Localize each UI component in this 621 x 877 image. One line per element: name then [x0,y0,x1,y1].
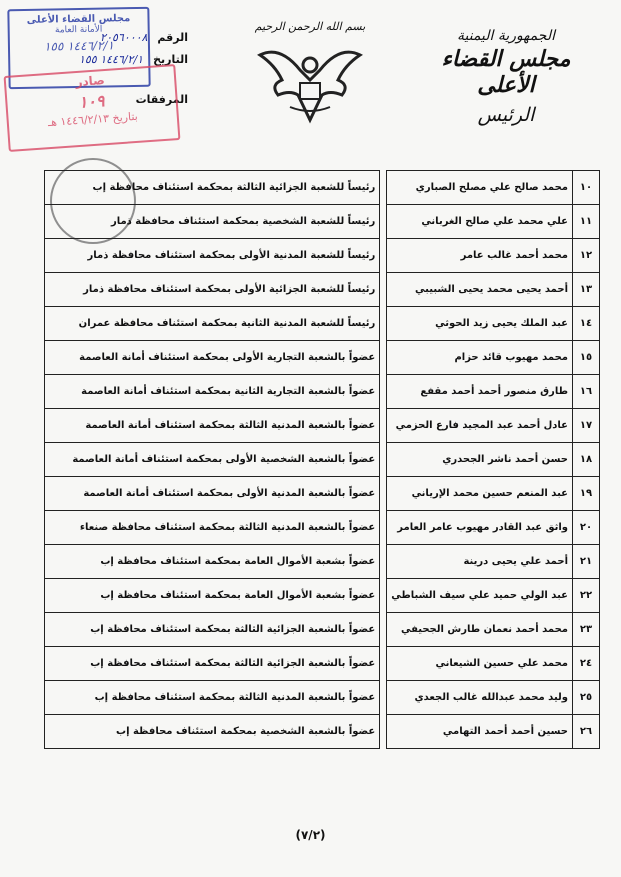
letterhead [431,28,581,126]
member-name: محمد صالح علي مصلح الصباري [387,171,573,205]
date-label: التاريخ [153,52,188,66]
column-gap [380,171,387,205]
member-name: عبد الملك يحيى زيد الحوثي [387,307,573,341]
member-position: عضواً بالشعبة الشخصية بمحكمة استئناف محافظة إب [45,715,380,749]
member-position: عضواً بالشعبة الجزائية الثالثة بمحكمة استئناف محافظة إب [45,613,380,647]
row-number: ١٨ [573,443,600,477]
column-gap [380,715,387,749]
reference-value: ٢٠٥٦٠٠٠٨ [100,30,148,44]
stamp-outgoing-date: بتاريخ ١٤٤٦/٢/١٣ هـ [47,109,139,130]
national-emblem [240,20,380,130]
member-position: عضواً بالشعبة التجارية الثانية بمحكمة استئناف أمانة العاصمة [45,375,380,409]
member-name: عادل أحمد عبد المجيد فارع الحزمي [387,409,573,443]
member-position: عضواً بالشعبة الجزائية الثالثة بمحكمة استئناف محافظة إب [45,647,380,681]
column-gap [380,239,387,273]
member-position: عضواً بشعبة الأموال العامة بمحكمة استئناف محافظة إب [45,579,380,613]
member-name: عبد المنعم حسين محمد الإرياني [387,477,573,511]
member-name: علي محمد علي صالح الغرباني [387,205,573,239]
row-number: ٢٠ [573,511,600,545]
member-position: عضواً بالشعبة الشخصية الأولى بمحكمة استئناف أمانة العاصمة [45,443,380,477]
table-row [45,205,600,239]
table-row [45,545,600,579]
table-row [45,443,600,477]
row-number: ٢٥ [573,681,600,715]
column-gap [380,579,387,613]
row-number: ١٩ [573,477,600,511]
office-title: الرئيس [477,104,535,126]
table-row [45,239,600,273]
stamp-outgoing-number: ١٠٩ [78,91,106,112]
column-gap [380,545,387,579]
row-number: ١٥ [573,341,600,375]
row-number: ١٣ [573,273,600,307]
table-row [45,341,600,375]
stamp-secretariat: الأمانة العامة [54,24,103,36]
member-position: رئيساً للشعبة المدنية الثانية بمحكمة استئناف محافظة عمران [45,307,380,341]
row-number: ٢٣ [573,613,600,647]
column-gap [380,511,387,545]
reference-label: الرقم [157,30,188,44]
column-gap [380,681,387,715]
stamp-handwritten: ١٤٤٦/٢/١ ١٥٥ [43,38,115,54]
row-number: ٢٢ [573,579,600,613]
table-row [45,375,600,409]
row-number: ٢٦ [573,715,600,749]
reference-row [18,26,188,48]
member-position: عضواً بالشعبة المدنية الثالثة بمحكمة استئناف محافظة إب [45,681,380,715]
column-gap [380,307,387,341]
stamp-outgoing-label: صادر [75,73,106,90]
basmala: بسم الله الرحمن الرحيم [254,20,366,33]
column-gap [380,613,387,647]
stamp-council: مجلس القضاء الأعلى [26,13,131,26]
eagle-emblem-icon [250,35,370,125]
table-row [45,409,600,443]
table-row [45,715,600,749]
column-gap [380,205,387,239]
member-name: عبد الولي حميد علي سيف الشباطي [387,579,573,613]
member-position: عضواً بالشعبة المدنية الثالثة بمحكمة استئناف محافظة صنعاء [45,511,380,545]
table-row [45,511,600,545]
member-position: عضواً بالشعبة المدنية الأولى بمحكمة استئناف أمانة العاصمة [45,477,380,511]
member-name: محمد أحمد غالب عامر [387,239,573,273]
member-name: محمد مهيوب قائد حزام [387,341,573,375]
member-name: محمد علي حسين الشيعاني [387,647,573,681]
member-position: رئيساً للشعبة المدنية الأولى بمحكمة استئناف محافظة ذمار [45,239,380,273]
date-value: ١٤٤٦/٢/١ ١٥٥ [78,52,144,66]
column-gap [380,477,387,511]
member-name: أحمد يحيى محمد يحيى الشبيبي [387,273,573,307]
table-row [45,273,600,307]
member-position: رئيساً للشعبة الجزائية الثالثة بمحكمة استئناف محافظة إب [45,171,380,205]
member-position: رئيساً للشعبة الشخصية بمحكمة استئناف محافظة ذمار [45,205,380,239]
row-number: ١١ [573,205,600,239]
page-number: (٧/٢) [295,828,326,842]
members-table [44,170,600,749]
outgoing-stamp [4,64,181,152]
row-number: ١٤ [573,307,600,341]
republic-name: الجمهورية اليمنية [456,28,555,44]
row-number: ١٢ [573,239,600,273]
table-row [45,307,600,341]
attachments-label: المرفقات [135,92,188,106]
row-number: ١٧ [573,409,600,443]
member-name: حسين أحمد أحمد التهامي [387,715,573,749]
column-gap [380,375,387,409]
row-number: ١٠ [573,171,600,205]
member-position: عضواً بالشعبة التجارية الأولى بمحكمة استئناف أمانة العاصمة [45,341,380,375]
member-position: عضواً بالشعبة المدنية الثالثة بمحكمة استئناف أمانة العاصمة [45,409,380,443]
member-name: واثق عبد القادر مهيوب عامر العامر [387,511,573,545]
member-name: حسن أحمد ناشر الجحدري [387,443,573,477]
member-name: محمد أحمد نعمان طارش الجحيفي [387,613,573,647]
table-row [45,681,600,715]
column-gap [380,409,387,443]
column-gap [380,273,387,307]
row-number: ٢١ [573,545,600,579]
table-row [45,579,600,613]
member-position: عضواً بشعبة الأموال العامة بمحكمة استئناف محافظة إب [45,545,380,579]
member-name: أحمد علي يحيى درينة [387,545,573,579]
member-position: رئيساً للشعبة الجزائية الأولى بمحكمة استئناف محافظة ذمار [45,273,380,307]
column-gap [380,443,387,477]
table-row [45,647,600,681]
column-gap [380,647,387,681]
column-gap [380,341,387,375]
council-name: مجلس القضاء الأعلى [441,46,571,98]
table-row [45,613,600,647]
member-name: وليد محمد عبدالله غالب الجعدي [387,681,573,715]
member-name: طارق منصور أحمد أحمد مقفع [387,375,573,409]
row-number: ٢٤ [573,647,600,681]
table-row [45,171,600,205]
row-number: ١٦ [573,375,600,409]
table-row [45,477,600,511]
